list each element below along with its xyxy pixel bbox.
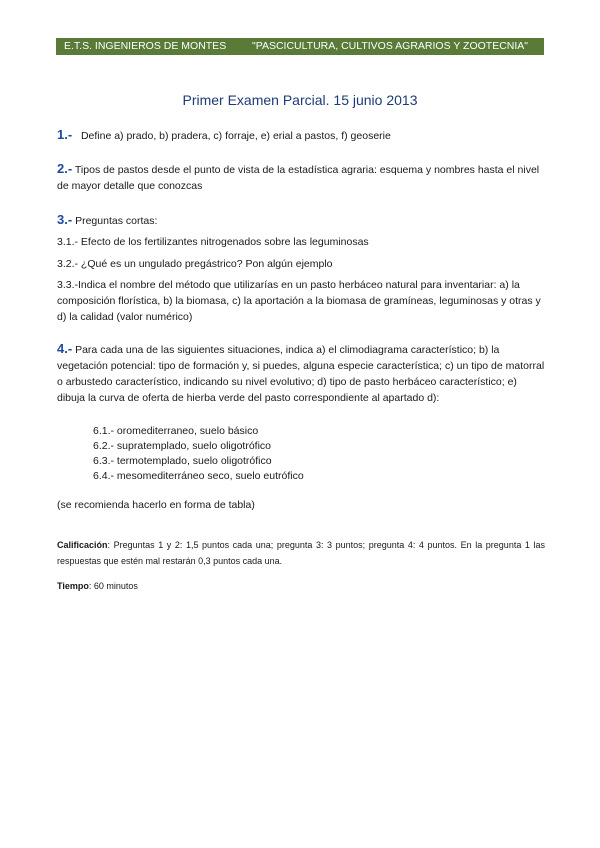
question-4-number: 4.-	[57, 341, 73, 356]
question-1-number: 1.-	[57, 127, 73, 142]
header-school: E.T.S. INGENIEROS DE MONTES	[64, 40, 227, 52]
question-3-text: Preguntas cortas:	[75, 215, 158, 227]
question-2-number: 2.-	[57, 161, 73, 176]
question-3-item-2: 3.2.- ¿Qué es un ungulado pregástrico? Pon algún ejemplo	[57, 258, 333, 270]
question-3-item-1: 3.1.- Efecto de los fertilizantes nitrogenados sobre las leguminosas	[57, 236, 369, 248]
question-4-note: (se recomienda hacerlo en forma de tabla)	[57, 499, 255, 511]
question-4-text: Para cada una de las siguientes situaciones, indica a) el climodiagrama característico; b) la vegetación potencial: tipo de formación y, si puedes, alguna especie característica; c) un tipo de matorral o arbustedo característico, indicando su nivel evolutivo; d) tipo de pasto herbáceo característico; e) dibuja la curva de oferta de hierba verde del pasto correspondiente al apartado d):	[57, 344, 545, 404]
question-4-item-1: 6.1.- oromediterraneo, suelo básico	[93, 425, 259, 437]
page-title: Primer Examen Parcial. 15 junio 2013	[182, 92, 418, 108]
question-4-item-2: 6.2.- supratemplado, suelo oligotrófico	[93, 440, 272, 452]
question-4-item-4: 6.4.- mesomediterráneo seco, suelo eutrófico	[93, 470, 304, 482]
question-1-text: Define a) prado, b) pradera, c) forraje, e) erial a pastos, f) geoserie	[80, 130, 391, 142]
question-2	[57, 161, 545, 194]
grading-text: : Preguntas 1 y 2: 1,5 puntos cada una; pregunta 3: 3 puntos; pregunta 4: 4 puntos. En la pregunta 1 las respuestas que estén mal restarán 0,3 puntos cada una.	[57, 540, 545, 566]
header-course: "PASCICULTURA, CULTIVOS AGRARIOS Y ZOOTECNIA"	[252, 40, 529, 52]
grading-label: Calificación	[57, 540, 108, 550]
question-3	[57, 212, 545, 229]
header-bar	[56, 38, 544, 55]
grading-info	[57, 537, 545, 569]
time-text: : 60 minutos	[88, 581, 138, 591]
question-3-item-3: 3.3.-Indica el nombre del método que utilizarías en un pasto herbáceo natural para inventariar: a) la composición florística, b) la biomasa, c) la aportación a la biomasa de gramíneas, leguminosas y otras y d) la calidad (valor numérico)	[57, 279, 541, 323]
question-3-number: 3.-	[57, 212, 73, 227]
question-1	[57, 127, 545, 144]
question-4	[57, 341, 545, 406]
question-2-text: Tipos de pastos desde el punto de vista de la estadística agraria: esquema y nombres hasta el nivel de mayor detalle que conozcas	[57, 164, 540, 192]
question-4-item-3: 6.3.- termotemplado, suelo oligotrófico	[93, 455, 272, 467]
time-info	[57, 578, 545, 594]
time-label: Tiempo	[57, 581, 89, 591]
